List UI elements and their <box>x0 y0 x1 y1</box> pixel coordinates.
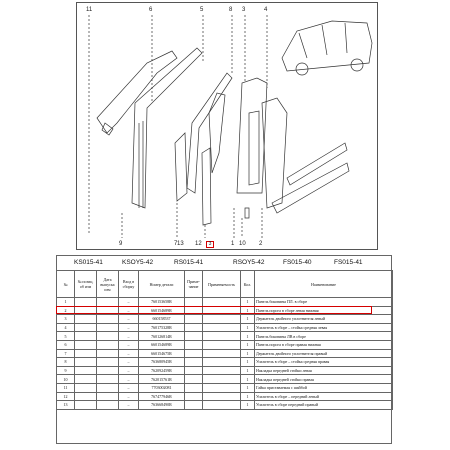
table-cell: Усилитель в сборе – передний левый <box>255 392 393 401</box>
table-cell: 762092459R <box>139 366 185 375</box>
table-cell <box>97 401 119 410</box>
column-header: № <box>57 271 75 298</box>
table-cell <box>75 323 97 332</box>
table-row[interactable] <box>57 383 393 392</box>
table-cell: – <box>119 323 139 332</box>
table-cell <box>185 401 203 410</box>
table-cell <box>203 366 241 375</box>
table-cell: Панель порога в сборе правая нижняя <box>255 340 393 349</box>
table-cell <box>203 401 241 410</box>
callout-label: 2 <box>259 241 263 247</box>
table-row[interactable] <box>57 323 393 332</box>
table-cell <box>185 349 203 358</box>
callout-label: 13 <box>177 241 184 247</box>
table-cell: 9 <box>57 366 75 375</box>
table-cell: 7 <box>57 349 75 358</box>
table-cell <box>185 392 203 401</box>
table-cell: 762015761R <box>139 375 185 384</box>
table-cell: 1 <box>241 366 255 375</box>
table-cell: 8 <box>57 358 75 367</box>
table-row[interactable] <box>57 392 393 401</box>
table-cell <box>185 298 203 307</box>
body-side-drawing <box>77 3 379 251</box>
section-code: FS015-41 <box>334 259 363 266</box>
table-cell: – <box>119 401 139 410</box>
table-cell: 1 <box>241 298 255 307</box>
table-cell <box>97 366 119 375</box>
table-cell: – <box>119 298 139 307</box>
table-cell: 13 <box>57 401 75 410</box>
table-cell: 660158537 <box>139 315 185 324</box>
table-cell: 1 <box>241 332 255 341</box>
table-cell <box>75 349 97 358</box>
table-body <box>57 298 393 410</box>
table-cell <box>97 358 119 367</box>
table-cell <box>97 340 119 349</box>
column-header: Дата выпуска изм <box>97 271 119 298</box>
table-cell: Панель порога в сборе левая нижняя <box>255 306 393 315</box>
table-cell: 763680945R <box>139 358 185 367</box>
table-cell: 12 <box>57 392 75 401</box>
table-cell: Накладка передней стойки правая <box>255 375 393 384</box>
table-row[interactable] <box>57 306 393 315</box>
table-row[interactable] <box>57 298 393 307</box>
table-cell <box>203 375 241 384</box>
table-cell: 7703002081 <box>139 383 185 392</box>
column-header: Вход в сборку <box>119 271 139 298</box>
table-cell: Держатель двойного уплотнителя левый <box>255 315 393 324</box>
table-cell <box>185 340 203 349</box>
section-code: KS015-41 <box>74 259 103 266</box>
table-cell: 11 <box>57 383 75 392</box>
callout-label: 8 <box>229 7 233 13</box>
table-cell: – <box>119 358 139 367</box>
column-header: № позиц. об изм <box>75 271 97 298</box>
callout-label: 5 <box>200 7 204 13</box>
table-cell: 4 <box>57 323 75 332</box>
table-cell <box>185 315 203 324</box>
table-cell: 10 <box>57 375 75 384</box>
table-cell <box>97 306 119 315</box>
table-cell <box>185 375 203 384</box>
table-header-row <box>57 271 393 298</box>
callout-label: 7 <box>174 241 178 247</box>
table-cell: 1 <box>57 298 75 307</box>
table-cell: 660154689R <box>139 340 185 349</box>
table-cell: – <box>119 315 139 324</box>
table-cell: 760175328R <box>139 323 185 332</box>
table-cell: Держатель двойного уплотнителя правый <box>255 349 393 358</box>
table-cell <box>203 323 241 332</box>
table-cell: – <box>119 366 139 375</box>
table-row[interactable] <box>57 315 393 324</box>
section-code: RSOY5-42 <box>233 259 265 266</box>
table-cell: 1 <box>241 323 255 332</box>
table-cell: – <box>119 375 139 384</box>
table-cell: 1 <box>241 315 255 324</box>
table-cell: Накладка передней стойки левая <box>255 366 393 375</box>
table-cell <box>75 332 97 341</box>
table-cell <box>203 358 241 367</box>
column-header: Наименование <box>255 271 393 298</box>
table-cell: – <box>119 383 139 392</box>
table-cell: 6 <box>57 340 75 349</box>
table-cell <box>185 366 203 375</box>
table-cell <box>203 315 241 324</box>
table-cell <box>203 349 241 358</box>
table-cell: Панель боковины ПЛ. в сборе <box>255 298 393 307</box>
table-row[interactable] <box>57 375 393 384</box>
table-cell <box>203 306 241 315</box>
table-cell <box>185 306 203 315</box>
table-cell <box>75 375 97 384</box>
table-row[interactable] <box>57 349 393 358</box>
table-cell <box>185 332 203 341</box>
table-cell: 1 <box>241 375 255 384</box>
table-cell: 760126814R <box>139 332 185 341</box>
callout-label: 6 <box>149 7 153 13</box>
table-cell <box>75 401 97 410</box>
table-cell: – <box>119 332 139 341</box>
table-cell <box>97 315 119 324</box>
section-code: KSOY5-42 <box>122 259 154 266</box>
table-cell <box>97 349 119 358</box>
parts-table <box>56 270 393 410</box>
table-cell: – <box>119 349 139 358</box>
table-cell <box>185 358 203 367</box>
table-row[interactable] <box>57 401 393 410</box>
table-cell <box>203 340 241 349</box>
table-cell: 1 <box>241 392 255 401</box>
section-codes-row <box>56 257 392 269</box>
table-cell: 1 <box>241 358 255 367</box>
callout-label: 9 <box>119 241 123 247</box>
table-row[interactable] <box>57 332 393 341</box>
table-cell <box>97 392 119 401</box>
table-cell: Усилитель в сборе – стойка средняя левая <box>255 323 393 332</box>
table-cell <box>97 375 119 384</box>
table-cell: Усилитель в сборе – стойка средняя правая <box>255 358 393 367</box>
callout-label: 11 <box>86 7 93 13</box>
table-row[interactable] <box>57 340 393 349</box>
table-cell: Гайка приставаемая с шайбой <box>255 383 393 392</box>
table-cell: 3 <box>57 315 75 324</box>
table-cell: 1 <box>241 349 255 358</box>
section-code: RS015-41 <box>174 259 204 266</box>
table-cell <box>203 298 241 307</box>
table-cell <box>97 323 119 332</box>
table-cell <box>75 306 97 315</box>
table-cell: – <box>119 306 139 315</box>
table-cell <box>75 392 97 401</box>
exploded-parts-diagram <box>76 2 378 250</box>
table-cell <box>203 332 241 341</box>
callout-label: 1 <box>231 241 235 247</box>
highlighted-callout[interactable]: 3 <box>206 241 214 248</box>
table-cell <box>75 298 97 307</box>
table-cell: 2 <box>57 306 75 315</box>
table-cell <box>75 366 97 375</box>
table-cell <box>97 383 119 392</box>
callout-label: 3 <box>242 7 246 13</box>
table-cell: 1 <box>241 383 255 392</box>
section-code: FS015-40 <box>283 259 312 266</box>
table-row[interactable] <box>57 358 393 367</box>
table-cell <box>75 358 97 367</box>
table-cell <box>185 383 203 392</box>
table-cell: 1 <box>241 340 255 349</box>
callout-label: 10 <box>239 241 246 247</box>
table-cell <box>185 323 203 332</box>
table-cell <box>97 332 119 341</box>
column-header: Номер детали <box>139 271 185 298</box>
table-cell: 1 <box>241 306 255 315</box>
table-cell: – <box>119 392 139 401</box>
table-cell: Панель боковины ЛВ в сборе <box>255 332 393 341</box>
callout-label: 12 <box>195 241 202 247</box>
column-header: Применяемость <box>203 271 241 298</box>
table-cell: – <box>119 340 139 349</box>
table-cell <box>203 383 241 392</box>
table-cell: 5 <box>57 332 75 341</box>
table-row[interactable] <box>57 366 393 375</box>
column-header: Кол. <box>241 271 255 298</box>
table-cell: Усилитель в сборе передний правый <box>255 401 393 410</box>
table-cell: 1 <box>241 401 255 410</box>
callout-label: 4 <box>264 7 268 13</box>
table-cell <box>75 383 97 392</box>
table-cell <box>75 315 97 324</box>
table-cell <box>75 340 97 349</box>
table-cell: 767477946R <box>139 392 185 401</box>
column-header: Приме-чание <box>185 271 203 298</box>
table-cell: 660154675R <box>139 349 185 358</box>
table-cell <box>97 298 119 307</box>
table-cell: 760153658R <box>139 298 185 307</box>
table-cell: 763668490R <box>139 401 185 410</box>
table-cell: 660154689R <box>139 306 185 315</box>
table-cell <box>203 392 241 401</box>
